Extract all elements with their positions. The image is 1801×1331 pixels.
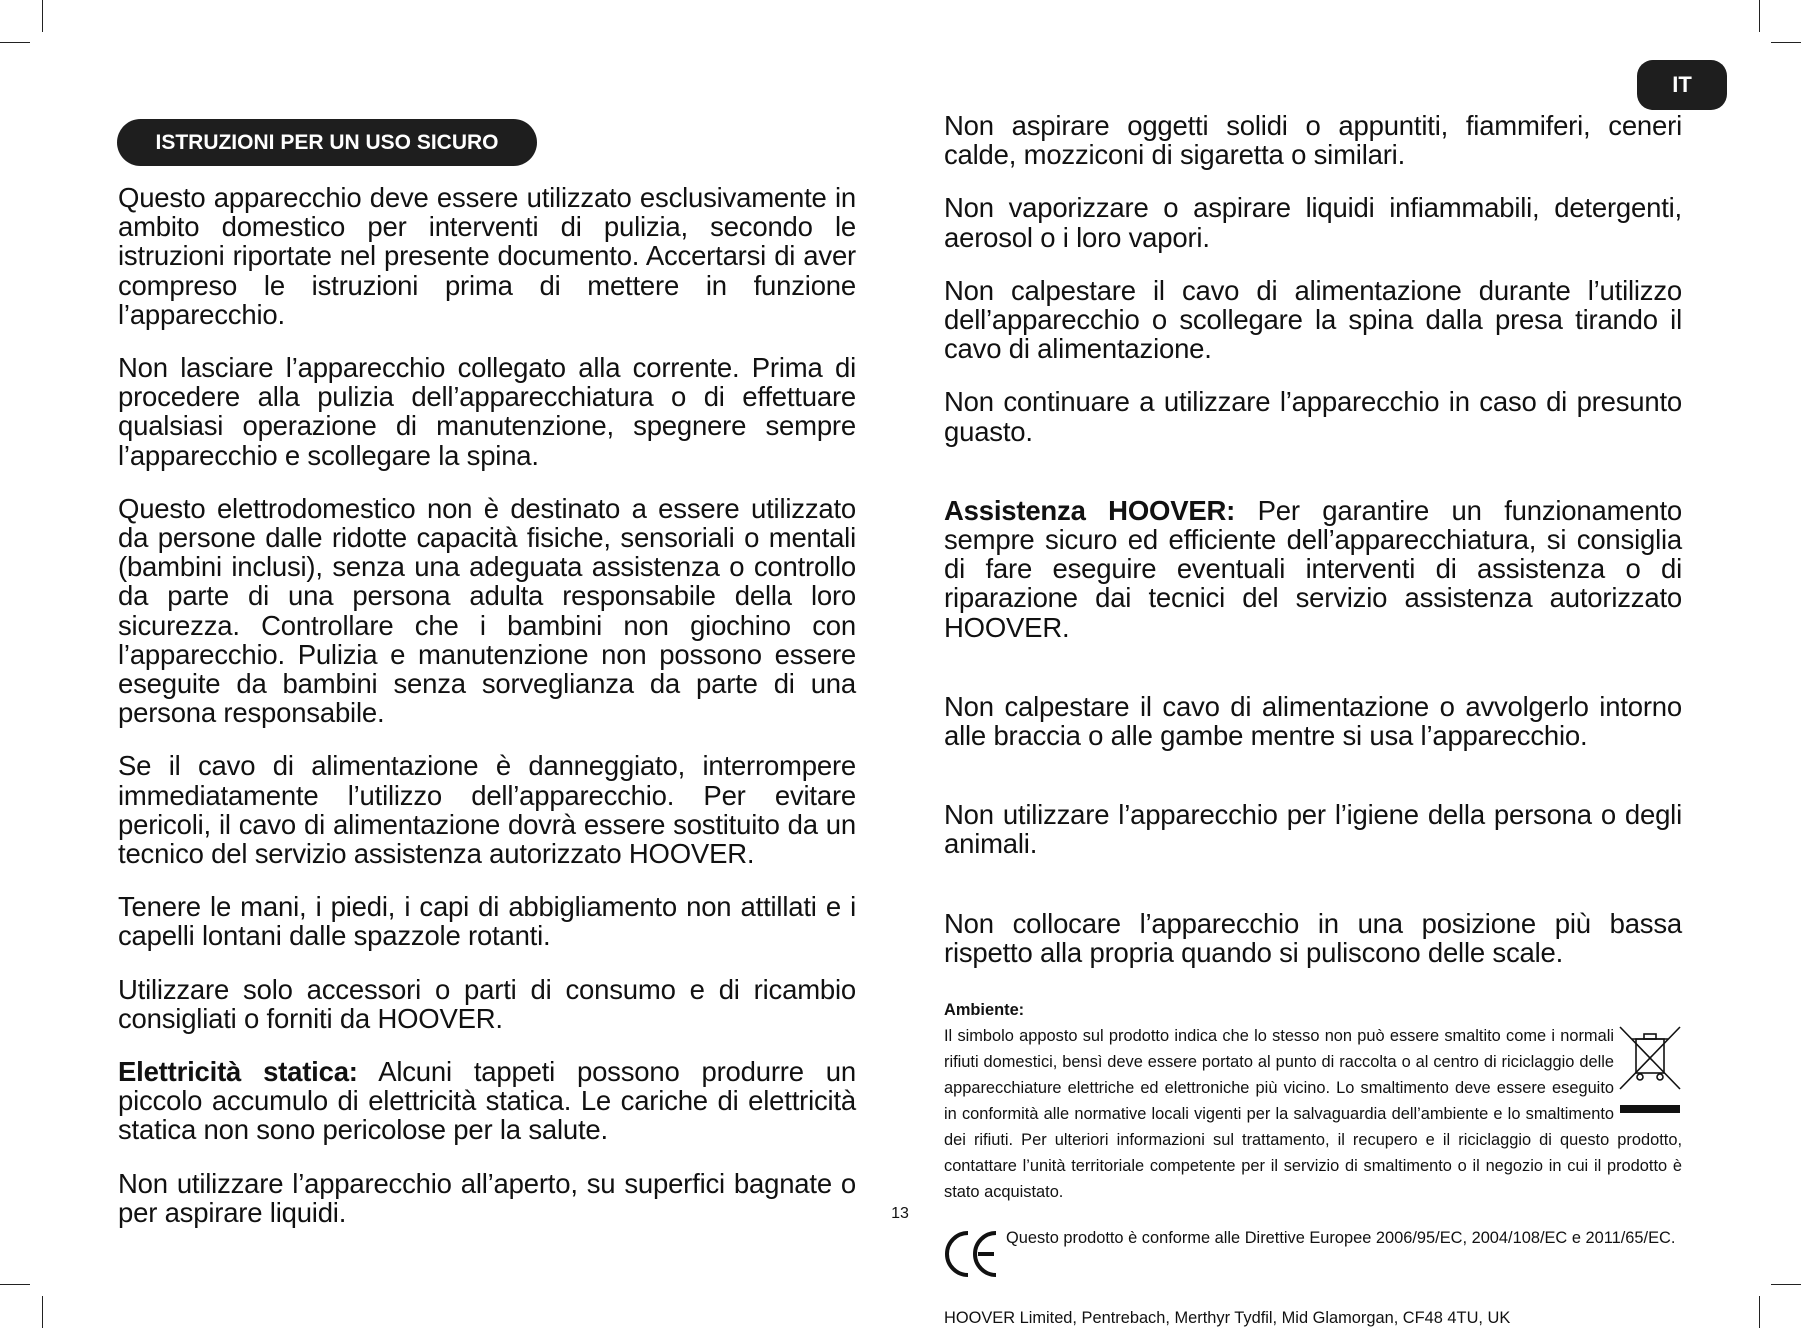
safety-paragraph: Non utilizzare l’apparecchio all’aperto, su superfici bagnate o per aspirare liquidi. xyxy=(118,1167,856,1228)
safety-paragraph: Non calpestare il cavo di alimentazione durante l’utilizzo dell’apparecchio o scollegare la spina dalla presa tirando il cavo di alimentazione. xyxy=(944,274,1682,365)
safety-paragraph: Non lasciare l’apparecchio collegato alla corrente. Prima di procedere alla pulizia dell’apparecchiatura o di effettuare qualsiasi operazione di manutenzione, spegnere sempre l’apparecchio e scollegare la spina. xyxy=(118,352,856,471)
safety-paragraph: Non collocare l’apparecchio in una posizione più bassa rispetto alla propria quando si puliscono delle scale. xyxy=(944,907,1682,968)
left-column xyxy=(118,183,856,1251)
crop-mark xyxy=(42,1296,43,1328)
environment-text: Il simbolo apposto sul prodotto indica che lo stesso non può essere smaltito come i normali rifiuti domestici, bensì deve essere portato al punto di raccolta o al centro di riciclaggio delle apparecchiature elettriche ed elettroniche più vicino. Lo smaltimento deve essere eseguito in conformità alle normative locali vigenti per la salvaguardia dell’ambiente e lo smaltimento dei rifiuti. Per ulteriori informazioni sul trattamento, il recupero e il riciclaggio di questo prodotto, contattare l’unità territoriale competente per il servizio di smaltimento o il negozio in cui il prodotto è stato acquistato. xyxy=(944,1027,1682,1202)
weee-crossed-bin-icon xyxy=(1618,1025,1682,1115)
environment-section xyxy=(944,997,1682,1205)
safety-paragraph: Non calpestare il cavo di alimentazione o avvolgerlo intorno alle braccia o alle gambe mentre si usa l’apparecchio. xyxy=(944,690,1682,752)
crop-mark xyxy=(1771,42,1801,43)
assistance-text: Per garantire un funzionamento sempre sicuro ed efficiente dell’apparecchiatura, si consiglia di fare eseguire eventuali interventi di assistenza o di riparazione dai tecnici del servizio assistenza autorizzato HOOVER. xyxy=(944,494,1683,643)
static-electricity-text: Alcuni tappeti possono produrre un piccolo accumulo di elettricità statica. Le cariche di elettricità statica non sono pericolose per la salute. xyxy=(118,1056,856,1146)
crop-mark xyxy=(42,0,43,32)
environment-title: Ambiente: xyxy=(944,1001,1025,1020)
static-electricity-label: Elettricità statica: xyxy=(118,1056,358,1088)
safety-paragraph: Non aspirare oggetti solidi o appuntiti, fiammiferi, ceneri calde, mozziconi di sigaretta o similari. xyxy=(944,110,1682,171)
safety-paragraph: Questo apparecchio deve essere utilizzato esclusivamente in ambito domestico per interventi di pulizia, secondo le istruzioni riportate nel presente documento. Accertarsi di aver compreso le istruzioni prima di mettere in funzione l’apparecchio. xyxy=(118,182,856,330)
crop-mark xyxy=(1759,1296,1760,1328)
safety-paragraph: Non vaporizzare o aspirare liquidi infiammabili, detergenti, aerosol o i loro vapori. xyxy=(944,192,1682,253)
language-tab: IT xyxy=(1637,60,1727,110)
crop-mark xyxy=(1759,0,1760,32)
page-number: 13 xyxy=(891,1205,909,1222)
static-electricity-paragraph xyxy=(118,1057,856,1145)
ce-statement: Questo prodotto è conforme alle Direttive Europee 2006/95/EC, 2004/108/EC e 2011/65/EC. xyxy=(1006,1229,1676,1248)
crop-mark xyxy=(1771,1284,1801,1285)
ce-mark-icon xyxy=(944,1227,1000,1281)
safety-paragraph: Non utilizzare l’apparecchio per l’igiene della persona o degli animali. xyxy=(944,799,1682,860)
manufacturer-address: HOOVER Limited, Pentrebach, Merthyr Tydfil, Mid Glamorgan, CF48 4TU, UK xyxy=(944,1309,1511,1328)
assistance-label: Assistenza HOOVER: xyxy=(944,494,1236,526)
safety-paragraph: Non continuare a utilizzare l’apparecchio in caso di presunto guasto. xyxy=(944,386,1682,447)
environment-body xyxy=(944,1023,1682,1205)
safety-paragraph: Se il cavo di alimentazione è danneggiato, interrompere immediatamente l’utilizzo dell’apparecchio. Per evitare pericoli, il cavo di alimentazione dovrà essere sostituito da un tecnico del servizio assistenza autorizzato HOOVER. xyxy=(118,750,856,870)
crop-mark xyxy=(0,1284,30,1285)
right-column xyxy=(944,111,1682,1331)
crop-mark xyxy=(0,42,30,43)
assistance-paragraph xyxy=(944,496,1682,642)
ce-section xyxy=(944,1225,1682,1281)
section-title: ISTRUZIONI PER UN USO SICURO xyxy=(117,119,537,166)
safety-paragraph: Utilizzare solo accessori o parti di consumo e di ricambio consigliati o forniti da HOOVER. xyxy=(118,973,856,1034)
safety-paragraph: Questo elettrodomestico non è destinato a essere utilizzato da persone dalle ridotte capacità fisiche, sensoriali o mentali (bambini inclusi), senza una adeguata assistenza o controllo da parte di una persona adulta responsabile della loro sicurezza. Controllare che i bambini non giochino con l’apparecchio. Pulizia e manutenzione non possono essere eseguite da bambini senza sorveglianza da parte di una persona responsabile. xyxy=(118,492,856,729)
safety-paragraph: Tenere le mani, i piedi, i capi di abbigliamento non attillati e i capelli lontani dalle spazzole rotanti. xyxy=(118,891,856,952)
